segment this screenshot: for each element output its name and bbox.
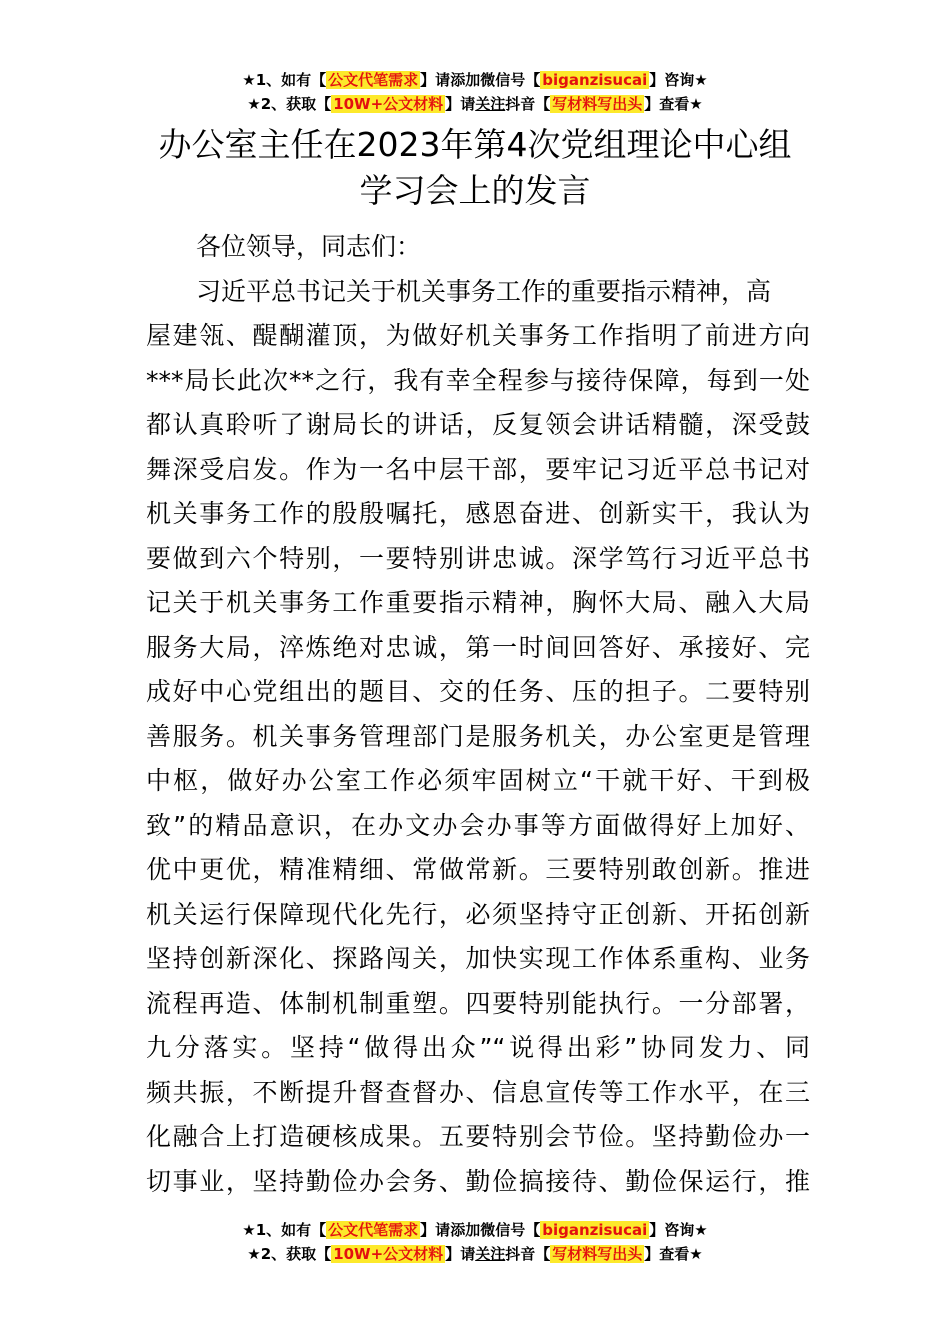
title-line-2: 学习会上的发言 [359,171,591,210]
body-line: 记关于机关事务工作重要指示精神，胸怀大局、融入大局 [146,588,810,617]
body-line: 舞深受启发。作为一名中层干部，要牢记习近平总书记对 [146,454,810,484]
document-body [146,225,810,1204]
promo-highlight-wechat: biganzisucai [542,1221,648,1239]
body-line: 化融合上打造硬核成果。五要特别会节俭。坚持勤俭办一 [146,1122,810,1151]
promo-text: 添加 [450,71,481,89]
promo-highlight-douyin: 写材料写出头 [552,95,643,113]
promo-highlight-douyin: 写材料写出头 [552,1245,643,1263]
promo-text: ★1、如有【 [242,1221,327,1239]
promo-text: 】请 [445,1245,476,1263]
promo-text: ★1、如有【 [242,71,327,89]
promo-text: 】咨询★ [649,71,708,89]
promo-line-2 [0,92,950,116]
body-line: 九分落实。坚持“做得出众”“说得出彩”协同发力、同 [146,1033,810,1062]
body-line: 频共振，不断提升督查督办、信息宣传等工作水平，在三 [146,1077,810,1107]
promo-line-2 [0,1242,950,1266]
promo-text: 】请 [420,1221,451,1239]
promo-text: ★2、获取【 [247,1245,332,1263]
body-line: 成好中心党组出的题目、交的任务、压的担子。二要特别 [146,677,810,706]
body-line: 服务大局，淬炼绝对忠诚，第一时间回答好、承接好、完 [146,632,810,662]
body-line: 机关运行保障现代化先行，必须坚持守正创新、开拓创新 [146,899,810,929]
body-line: 屋建瓴、醍醐灌顶，为做好机关事务工作指明了前进方向 [146,321,810,350]
body-line: ***局长此次**之行，我有幸全程参与接待保障，每到一处 [146,365,810,395]
body-line: 机关事务工作的殷殷嘱托，感恩奋进、创新实干，我认为 [146,499,810,528]
promo-highlight-wechat: biganzisucai [542,71,648,89]
promo-text: 关注 [475,1245,506,1263]
body-line: 善服务。机关事务管理部门是服务机关，办公室更是管理 [146,721,810,751]
document-title [100,122,850,214]
greeting: 各位领导，同志们： [196,232,422,261]
promo-text: 】咨询★ [649,1221,708,1239]
body-line: 坚持创新深化、探路闯关，加快实现工作体系重构、业务 [146,944,810,973]
bottom-promo-banner [0,1218,950,1266]
promo-highlight: 公文代笔需求 [328,71,419,89]
body-line: 切事业，坚持勤俭办会务、勤俭搞接待、勤俭保运行，推 [146,1166,810,1196]
promo-text: ★2、获取【 [247,95,332,113]
promo-text: 抖音【 [505,95,551,113]
promo-line-1 [0,68,950,92]
body-line: 流程再造、体制机制重塑。四要特别能执行。一分部署， [146,988,810,1018]
promo-line-1 [0,1218,950,1242]
promo-text: 关注 [475,95,506,113]
promo-text: 】查看★ [644,1245,703,1263]
body-paragraph [146,270,810,1205]
body-line: 都认真聆听了谢局长的讲话，反复领会讲话精髓，深受鼓 [146,410,810,439]
promo-text: 】查看★ [644,95,703,113]
promo-text: 微信号【 [480,1221,541,1239]
promo-text: 抖音【 [505,1245,551,1263]
top-promo-banner [0,68,950,116]
body-line: 中枢，做好办公室工作必须牢固树立“干就干好、干到极 [146,766,810,795]
promo-highlight: 公文代笔需求 [328,1221,419,1239]
promo-text: 微信号【 [480,71,541,89]
promo-text: 】请 [420,71,451,89]
body-line: 优中更优，精准精细、常做常新。三要特别敢创新。推进 [146,855,810,884]
promo-highlight: 10W+公文材料 [333,95,444,113]
promo-text: 】请 [445,95,476,113]
title-line-1: 办公室主任在2023年第4次党组理论中心组 [158,125,792,164]
promo-text: 添加 [450,1221,481,1239]
promo-highlight: 10W+公文材料 [333,1245,444,1263]
body-line: 习近平总书记关于机关事务工作的重要指示精神，高 [196,276,772,306]
body-line: 要做到六个特别，一要特别讲忠诚。深学笃行习近平总书 [146,543,810,573]
body-line: 致”的精品意识，在办文办会办事等方面做得好上加好、 [146,810,810,840]
